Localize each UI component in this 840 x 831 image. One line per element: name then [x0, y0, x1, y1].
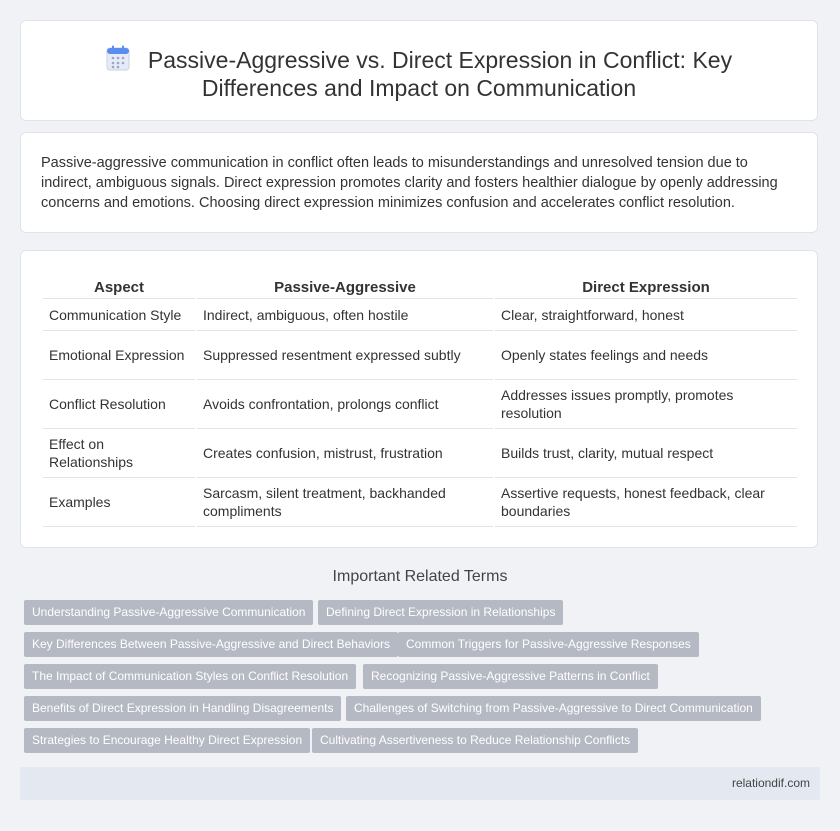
title-card: [20, 20, 818, 121]
related-term-tag[interactable]: Key Differences Between Passive-Aggressive and Direct Behaviors: [24, 632, 398, 657]
table-cell: Suppressed resentment expressed subtly: [197, 331, 493, 380]
table-cell: Indirect, ambiguous, often hostile: [197, 299, 493, 331]
table-cell: Builds trust, clarity, mutual respect: [495, 429, 797, 478]
table-cell: Avoids confrontation, prolongs conflict: [197, 380, 493, 429]
title-line-2: Differences and Impact on Communication: [201, 75, 637, 101]
table-row: [43, 429, 797, 478]
header-aspect: Aspect: [43, 276, 195, 299]
table-row: [43, 299, 797, 331]
related-term-tag[interactable]: Understanding Passive-Aggressive Communication: [24, 600, 313, 625]
title-line-1: Passive-Aggressive vs. Direct Expression in Conflict: Key: [147, 47, 733, 73]
table-row: [43, 478, 797, 527]
intro-card: [20, 132, 818, 233]
related-term-tag[interactable]: The Impact of Communication Styles on Conflict Resolution: [24, 664, 356, 689]
related-term-tag[interactable]: Recognizing Passive-Aggressive Patterns in Conflict: [363, 664, 658, 689]
table-cell: Effect on Relationships: [43, 429, 195, 478]
related-terms-heading: Important Related Terms: [332, 568, 508, 585]
related-term-tag[interactable]: Common Triggers for Passive-Aggressive Responses: [398, 632, 699, 657]
footer: [20, 767, 820, 800]
table-cell: Clear, straightforward, honest: [495, 299, 797, 331]
related-term-tag[interactable]: Strategies to Encourage Healthy Direct Expression: [24, 728, 310, 753]
table-cell: Sarcasm, silent treatment, backhanded compliments: [197, 478, 493, 527]
table-cell: Creates confusion, mistrust, frustration: [197, 429, 493, 478]
comparison-table: [41, 276, 799, 527]
comparison-table-card: [20, 250, 818, 548]
header-direct-expression: Direct Expression: [495, 276, 797, 299]
related-term-tag[interactable]: Benefits of Direct Expression in Handling Disagreements: [24, 696, 341, 721]
site-name[interactable]: relationdif.com: [731, 776, 810, 790]
intro-paragraph: Passive-aggressive communication in conflict often leads to misunderstandings and unresolved tension due to indirect, ambiguous signals. Direct expression promotes clarity and fosters healthier dialogue by openly addressing concerns and emotions. Choosing direct expression minimizes confusion and accelerates conflict resolution.: [41, 155, 778, 211]
table-cell: Openly states feelings and needs: [495, 331, 797, 380]
table-cell: Communication Style: [43, 299, 195, 331]
header-passive-aggressive: Passive-Aggressive: [197, 276, 493, 299]
table-cell: Addresses issues promptly, promotes resolution: [495, 380, 797, 429]
table-header-row: [43, 276, 797, 299]
table-cell: Conflict Resolution: [43, 380, 195, 429]
related-term-tag[interactable]: Challenges of Switching from Passive-Aggressive to Direct Communication: [346, 696, 761, 721]
table-row: [43, 331, 797, 380]
calendar-icon: [106, 45, 130, 71]
related-term-tag[interactable]: Cultivating Assertiveness to Reduce Relationship Conflicts: [312, 728, 638, 753]
table-cell: Examples: [43, 478, 195, 527]
related-term-tag[interactable]: Defining Direct Expression in Relationships: [318, 600, 563, 625]
page-title: [21, 45, 817, 102]
table-cell: Assertive requests, honest feedback, clear boundaries: [495, 478, 797, 527]
table-cell: Emotional Expression: [43, 331, 195, 380]
table-row: [43, 380, 797, 429]
